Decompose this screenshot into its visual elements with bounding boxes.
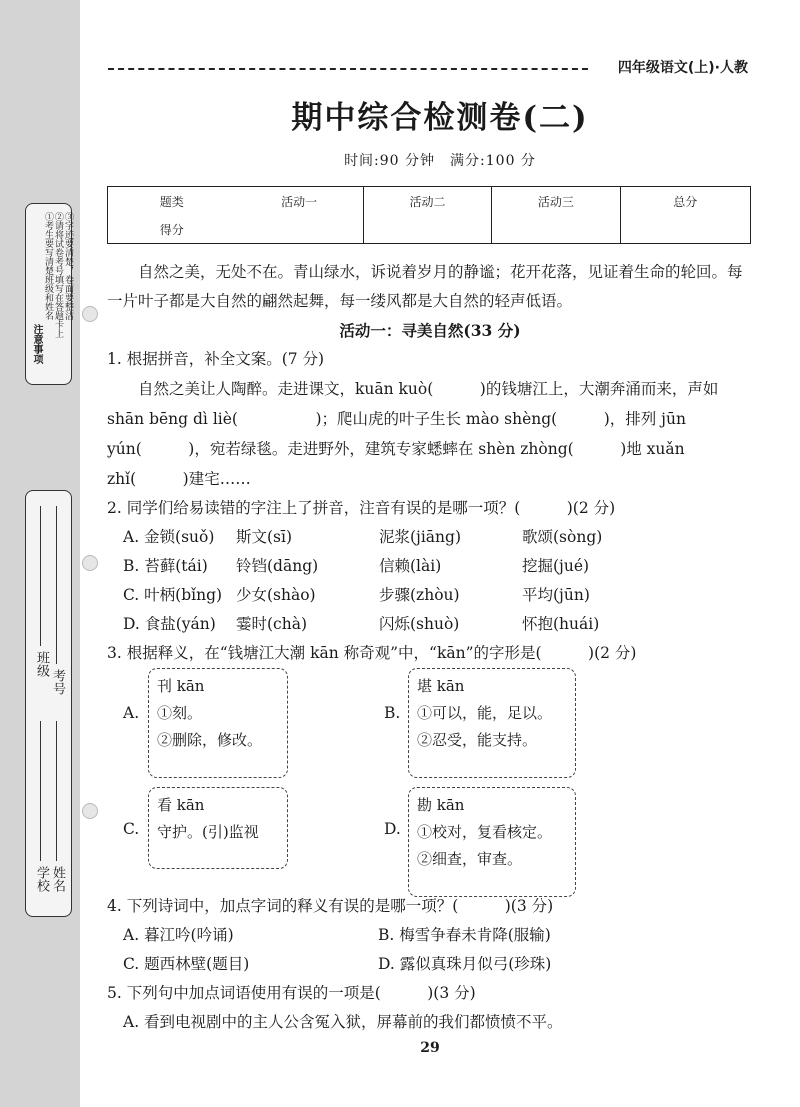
question-5-stem: 5. 下列句中加点词语使用有误的一项是( )(3 分) (107, 984, 476, 1002)
option-line: ②细查，审查。 (417, 850, 523, 868)
name-line[interactable] (56, 721, 57, 861)
option-item: 少女(shào) (236, 586, 316, 604)
question-3-stem: 3. 根据释义，在“钱塘江大潮 kān 称奇观”中，“kān”的字形是( )(2 分) (107, 644, 637, 662)
option-item: A. 金锁(suǒ) (123, 528, 215, 546)
option-head: 刊 kān (157, 677, 205, 695)
option-a-box[interactable] (148, 668, 288, 778)
option-item: 怀抱(huái) (522, 615, 600, 633)
option-line: ②删除，修改。 (157, 731, 263, 749)
header-cell: 题类 (108, 187, 236, 216)
intro-paragraph: 自然之美，无处不在。青山绿水，诉说着岁月的静谧；花开花落，见证着生命的轮回。每一片叶子都是大自然的翩然起舞，每一缕风都是大自然的轻声低语。 (107, 263, 743, 310)
option-item: 歌颂(sòng) (522, 528, 603, 546)
option-item: 斯文(sī) (236, 528, 293, 546)
exam-no-line[interactable] (56, 506, 57, 664)
school-line[interactable] (40, 721, 41, 861)
question-2-option-row[interactable] (107, 610, 753, 639)
score-table (107, 186, 751, 244)
question-2-stem: 2. 同学们给易读错的字注上了拼音，注音有误的是哪一项？( )(2 分) (107, 499, 616, 517)
exam-no-label: 考号 (50, 669, 65, 695)
header-cell: 活动一 (235, 187, 363, 216)
punch-hole-icon (82, 803, 98, 819)
option-line: ①校对，复看核定。 (417, 823, 553, 841)
question-4-option-row[interactable] (107, 921, 753, 950)
header-dashed-line (108, 68, 588, 70)
option-head: 看 kān (157, 796, 205, 814)
score-cell[interactable] (235, 215, 363, 244)
option-item: 泥浆(jiāng) (379, 528, 462, 546)
student-info-box (25, 490, 72, 917)
question-4-stem: 4. 下列诗词中，加点字词的释义有误的是哪一项？( )(3 分) (107, 897, 554, 915)
option-item: A. 暮江吟(吟诵) (123, 926, 234, 944)
notice-line-1: ①考生要写清楚班级和姓名 (43, 212, 53, 320)
option-head: 堪 kān (417, 677, 465, 695)
question-2-option-row[interactable] (107, 581, 753, 610)
option-line: ②忍受，能支持。 (417, 731, 538, 749)
class-label: 班级 (34, 651, 49, 677)
notice-label: 注意事项 (31, 324, 42, 364)
option-item: 平均(jūn) (522, 586, 590, 604)
option-b-letter[interactable]: B. (384, 704, 401, 722)
name-label: 姓名 (50, 866, 65, 892)
notice-line-3: ③字迹要清楚，卷面要整洁 (63, 212, 73, 320)
option-a-letter[interactable]: A. (123, 704, 140, 722)
option-item: B. 梅雪争春未肯降(服输) (378, 926, 551, 944)
option-item: 步骤(zhòu) (379, 586, 460, 604)
option-d-letter[interactable]: D. (384, 820, 401, 838)
question-2-option-row[interactable] (107, 523, 753, 552)
score-cell[interactable] (620, 215, 750, 244)
question-4-option-row[interactable] (107, 950, 753, 979)
score-table-score-row (108, 215, 751, 244)
school-label: 学校 (34, 866, 49, 892)
grade-subject-label: 四年级语文(上)·人教 (617, 60, 748, 76)
page-title: 期中综合检测卷(二) (291, 100, 589, 136)
score-cell[interactable] (363, 215, 491, 244)
header-cell: 活动二 (363, 187, 491, 216)
score-cell[interactable] (492, 215, 620, 244)
row-label: 得分 (108, 215, 236, 244)
option-c-box[interactable] (148, 787, 288, 869)
score-table-header-row (108, 187, 751, 216)
punch-hole-icon (82, 555, 98, 571)
question-2-option-row[interactable] (107, 552, 753, 581)
option-line: ①可以，能，足以。 (417, 704, 553, 722)
option-line: 守护。(引)监视 (157, 823, 259, 841)
option-item: B. 苔藓(tái) (123, 557, 208, 575)
option-item: 信赖(lài) (379, 557, 442, 575)
section-title: 活动一：寻美自然(33 分) (339, 321, 521, 340)
question-1-stem: 1. 根据拼音，补全文案。(7 分) (107, 350, 325, 368)
option-b-box[interactable] (408, 668, 576, 778)
option-item: 铃铛(dāng) (236, 557, 319, 575)
exam-content (107, 258, 753, 668)
option-c-letter[interactable]: C. (123, 820, 140, 838)
time-score-info: 时间:90 分钟 满分:100 分 (344, 153, 536, 169)
page-number: 29 (420, 1040, 440, 1056)
option-item: D. 露似真珠月似弓(珍珠) (378, 955, 552, 973)
question-5-option-a[interactable]: A. 看到电视剧中的主人公含冤入狱，屏幕前的我们都愤愤不平。 (123, 1013, 563, 1031)
option-item: C. 叶柄(bǐng) (123, 586, 223, 604)
header-cell: 活动三 (492, 187, 620, 216)
exam-content-lower (107, 892, 753, 1037)
class-line[interactable] (40, 506, 41, 646)
notice-line-2: ②请将试卷考号填写在答题卡上 (53, 212, 63, 338)
option-item: 挖掘(jué) (522, 557, 590, 575)
header-cell: 总分 (620, 187, 750, 216)
option-d-box[interactable] (408, 787, 576, 897)
punch-hole-icon (82, 306, 98, 322)
option-item: 霎时(chà) (236, 615, 307, 633)
option-item: 闪烁(shuò) (379, 615, 460, 633)
option-line: ①刻。 (157, 704, 203, 722)
question-1-text[interactable]: 自然之美让人陶醉。走进课文，kuān kuò( )的钱塘江上，大潮奔涌而来，声如 shān bēng dì liè( )；爬山虎的叶子生长 mào shèng( )，排列 jūn yún( )，宛若绿毯。走进野外，建筑专家蟋蟀在 shèn zhòng( )地 xuǎn zhǐ( )建宅…… (107, 380, 719, 488)
option-item: C. 题西林壁(题目) (123, 955, 250, 973)
option-head: 勘 kān (417, 796, 465, 814)
option-item: D. 食盐(yán) (123, 615, 216, 633)
notice-box (25, 203, 72, 385)
